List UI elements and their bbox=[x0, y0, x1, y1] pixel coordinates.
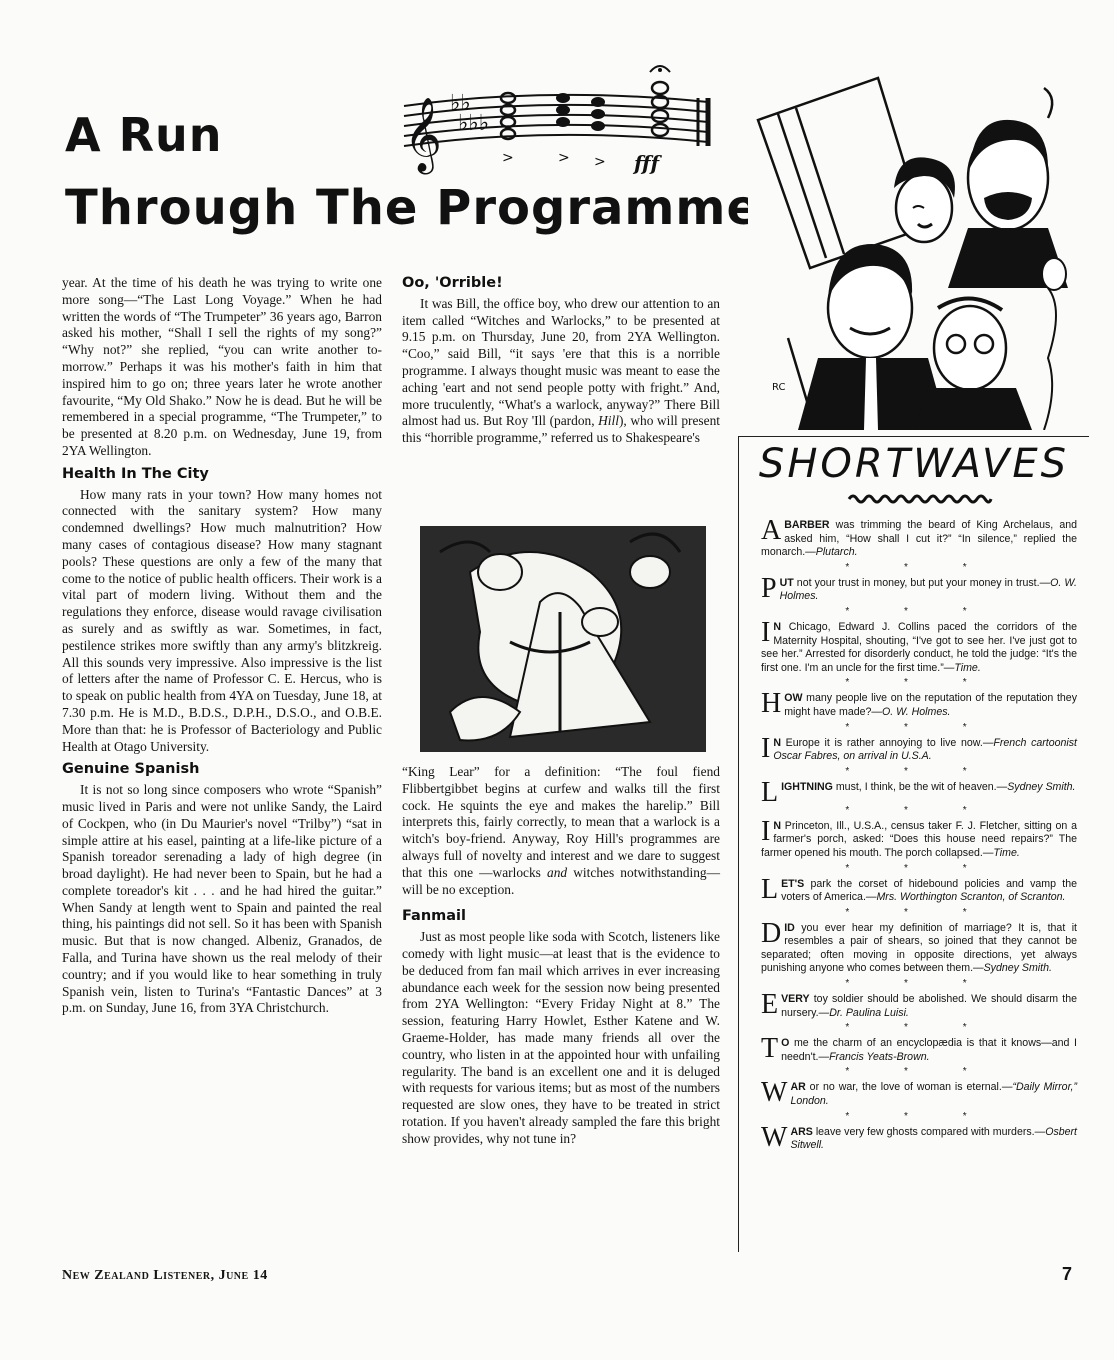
shortwave-item bbox=[761, 815, 1077, 861]
shortwave-item bbox=[761, 732, 1077, 764]
item-attribution: —“Daily Mirror,” London. bbox=[790, 1081, 1077, 1108]
column-2 bbox=[402, 275, 720, 447]
item-text: many people live on the reputation of the reputation they might have made? bbox=[784, 692, 1077, 718]
separator-stars: * * * bbox=[845, 561, 993, 573]
item-text: not your trust in money, but put your money in trust. bbox=[793, 576, 1040, 589]
lead-word: VERY bbox=[781, 993, 810, 1006]
shortwave-item bbox=[761, 776, 1077, 808]
drop-cap: A bbox=[761, 515, 782, 546]
item-text: was trimming the beard of King Archelaus, and asked him, “How shall I cut it?” “In silence,” replied the monarch. bbox=[761, 519, 1077, 559]
svg-text:♭♭: ♭♭ bbox=[450, 91, 471, 116]
svg-text:fff: fff bbox=[634, 151, 660, 175]
shortwave-item bbox=[761, 688, 1077, 720]
shortwaves-items bbox=[761, 515, 1077, 1153]
item-text: park the corset of hidebound policies and vamp the voters of America. bbox=[781, 877, 1077, 904]
lead-word: ID bbox=[784, 921, 795, 934]
lead-word: N bbox=[773, 620, 781, 633]
shortwave-item bbox=[761, 1077, 1077, 1109]
separator-stars: * * * bbox=[845, 677, 993, 689]
item-attribution: —Time. bbox=[943, 661, 981, 674]
music-notation-illustration bbox=[398, 58, 718, 178]
drop-cap: P bbox=[761, 572, 777, 604]
orrible-text-b: ), who will present this “horrible programme,” referred us to Shakespeare's bbox=[402, 413, 720, 446]
separator-stars: * * * bbox=[845, 1022, 993, 1034]
witches-illustration bbox=[410, 512, 718, 762]
item-text: or no war, the love of woman is eternal. bbox=[805, 1081, 1002, 1094]
item-attribution: —Dr. Paulina Luisi. bbox=[818, 1006, 909, 1019]
lead-word: N bbox=[773, 736, 781, 749]
orrible-text-d: witches notwithstanding— will be no exception. bbox=[402, 864, 720, 897]
svg-text:>: > bbox=[594, 154, 606, 170]
lead-word: ARS bbox=[790, 1125, 813, 1138]
item-text: me the charm of an encyclopædia is that it knows—and I needn't. bbox=[781, 1037, 1077, 1063]
shortwave-item bbox=[761, 1033, 1077, 1065]
drop-cap: I bbox=[761, 732, 771, 764]
separator-stars: * * * bbox=[845, 1110, 993, 1122]
separator-stars: * * * bbox=[845, 765, 993, 777]
footer-publication: New Zealand Listener, June 14 bbox=[62, 1268, 268, 1283]
lead-word: IGHTNING bbox=[781, 780, 833, 793]
svg-text:𝄞: 𝄞 bbox=[404, 98, 442, 172]
orrible-and: and bbox=[547, 864, 568, 880]
item-attribution: —Sydney Smith. bbox=[996, 780, 1076, 793]
lead-word: ET'S bbox=[781, 877, 805, 890]
item-text: you ever hear my definition of marriage? It is, that it resembles a pair of shears, so joined that they cannot be separated; often moving in opposite directions, yet always punishing anyone who comes between them. bbox=[761, 921, 1077, 975]
item-attribution: —Plutarch. bbox=[805, 546, 858, 559]
shortwave-item bbox=[761, 1121, 1077, 1153]
svg-text:>: > bbox=[558, 150, 570, 166]
caricature-illustration bbox=[748, 58, 1084, 430]
item-attribution: —Time. bbox=[982, 846, 1020, 859]
shortwaves-box bbox=[738, 436, 1089, 1252]
separator-stars: * * * bbox=[845, 721, 993, 733]
item-attribution: —French cartoonist Oscar Fabres, on arrival in U.S.A. bbox=[773, 736, 1077, 763]
drop-cap: T bbox=[761, 1033, 779, 1065]
item-attribution: —Mrs. Worthington Scranton, of Scranton. bbox=[865, 891, 1066, 904]
separator-stars: * * * bbox=[845, 1066, 993, 1078]
orrible-paragraph-a bbox=[402, 296, 720, 447]
item-attribution: —O. W. Holmes. bbox=[779, 576, 1077, 603]
item-attribution: —Sydney Smith. bbox=[973, 962, 1052, 975]
shortwave-item bbox=[761, 873, 1077, 905]
shortwaves-title: SHORTWAVES bbox=[758, 441, 1070, 487]
page-number: 7 bbox=[1062, 1264, 1073, 1284]
svg-text:RC: RC bbox=[772, 382, 786, 393]
separator-stars: * * * bbox=[845, 862, 993, 874]
svg-text:>: > bbox=[502, 150, 514, 166]
orrible-text-c: “King Lear” for a definition: “The foul fiend Flibbertgibbet begins at curfew and walks till the first cock. He squints the eye and makes the harelip.” Bill interprets this, fairly correctly, to mean that a warlock is a witch's boy-friend. Anyway, Roy Hill's programmes are always full of novelty and interest and we dare to suggest that this one —warlocks bbox=[402, 764, 720, 880]
lead-word: N bbox=[773, 819, 781, 832]
shortwave-item bbox=[761, 616, 1077, 675]
item-text: leave very few ghosts compared with murders. bbox=[812, 1125, 1035, 1138]
fanmail-paragraph: Just as most people like soda with Scotch, listeners like comedy with light music—at least that is the evidence to be deduced from fan mail which arrives in ever increasing abundance each week for the session now being presented from 2YA Wellington: “Every Friday Night at 8.” The session, featuring Harry Howlet, Esther Katene and W. Graeme-Holder, has made many friends all over the country, who listen in at the appointed hour with unfailing regularity. The band is an excellent one and it is deluged with requests for various items; but as most of the numbers requested are slow ones, they have to be treated in strict rotation. If you haven't already sampled the fare this bright show provides, why not tune in? bbox=[402, 929, 720, 1146]
drop-cap: H bbox=[761, 688, 782, 720]
orrible-paragraph-b bbox=[402, 764, 720, 898]
item-text: Princeton, Ill., U.S.A., census taker F. J. Fletcher, sitting on a farmer's porch, asked: “Does this house need repairs?” The farmer opened his mouth. The porch collapsed. bbox=[761, 819, 1077, 859]
spanish-paragraph: It is not so long since composers who wrote “Spanish” music lived in Paris and were not unlike Sandy, the Laird of Cockpen, who (in Du Maurier's novel “Trilby”) “sat in simple attire at his easel, painting at a life-like picture of a Spanish toreador serenading a lady of high degree (in broad daylight). He had never been to Spain, but he had a complete toreador's kit . . . and he had hired the guitar.” When Sandy at length went to Spain and painted the real thing, his paintings did not sell. So it has been with Spanish music. But that is now changed. Albeniz, Granados, de Falla, and Turina have shown us the real melody of their country; and if you would like to hear something in truly Spanish vein, listen to Turina's “Fantastic Dances” at 3 p.m. on Sunday, June 16, from 3YA Christchurch. bbox=[62, 782, 382, 1016]
lead-word: UT bbox=[779, 576, 794, 589]
item-attribution: —Osbert Sitwell. bbox=[790, 1125, 1077, 1152]
item-attribution: —Francis Yeats-Brown. bbox=[818, 1050, 930, 1063]
spanish-heading: Genuine Spanish bbox=[62, 761, 200, 778]
drop-cap: L bbox=[761, 873, 779, 905]
intro-paragraph: year. At the time of his death he was trying to write one more song—“The Last Long Voyage.” When he had written the words of “The Trumpeter” 36 years ago, Barron asked his mother, “Shall I sell the rights of my song?” “Why not?” she replied, “you can write another to-morrow.” Perhaps it was his mother's faith in him that inspired him to go on; three years later he wrote another favourite, “My Old Shako.” Now he is dead. But he will be remembered in a special programme, “The Trumpeter,” to be presented at 8.20 p.m. on Wednesday, June 19, from 2YA Wellington. bbox=[62, 275, 382, 458]
wavy-divider-icon bbox=[847, 493, 993, 505]
health-paragraph: How many rats in your town? How many homes not connected with the sanitary system? How many condemned dwellings? How much malnutrition? How many cases of contagious disease? How many stagnant pools? These questions are only a few of the many that come to the notice of public health officers. Their work is a vital part of modern living. Without them and the regulations they enforce, disease would ravage civilisation as surely and as swiftly as war. Sometimes, in fact, pestilence strikes more swiftly than any army's blitzkreig. All this sounds very impressive. Also impressive is the list of letters after the name of Professor C. E. Hercus, who is to speak on public health from 4YA on Tuesday, June 18, at 7.30 p.m. He is M.D., B.D.S., D.P.H., D.S.O., and O.B.E. More than that: he is Professor of Bacteriology and Public Health at Otago University. bbox=[62, 486, 382, 754]
lead-word: BARBER bbox=[784, 519, 830, 531]
drop-cap: W bbox=[761, 1121, 788, 1153]
item-text: Chicago, Edward J. Collins paced the corridors of the Maternity Hospital, shouting, “I've got to see her. I've just got to see her.” Arrested for disorderly conduct, he told the judge: “It's the first one. I'm an uncle for the first time.” bbox=[761, 620, 1077, 674]
item-text: must, I think, be the wit of heaven. bbox=[832, 780, 997, 793]
drop-cap: I bbox=[761, 815, 771, 847]
shortwave-item bbox=[761, 572, 1077, 604]
separator-stars: * * * bbox=[845, 804, 993, 816]
column-2-continued bbox=[402, 764, 720, 1148]
title-line-2: Through The Programmes bbox=[65, 180, 790, 236]
svg-text:♭♭♭: ♭♭♭ bbox=[458, 111, 490, 136]
lead-word: AR bbox=[790, 1081, 806, 1094]
item-text: Europe it is rather annoying to live now. bbox=[780, 736, 983, 749]
fanmail-heading: Fanmail bbox=[402, 908, 466, 925]
separator-stars: * * * bbox=[845, 906, 993, 918]
shortwave-item bbox=[761, 515, 1077, 560]
orrible-heading: Oo, 'Orrible! bbox=[402, 275, 503, 291]
orrible-hill: Hill bbox=[598, 413, 619, 429]
separator-stars: * * * bbox=[845, 978, 993, 990]
drop-cap: L bbox=[761, 776, 779, 808]
lead-word: O bbox=[781, 1037, 790, 1050]
item-attribution: —O. W. Holmes. bbox=[871, 705, 951, 718]
lead-word: OW bbox=[784, 692, 803, 705]
drop-cap: D bbox=[761, 917, 782, 949]
item-text: toy soldier should be abolished. We should disarm the nursery. bbox=[781, 993, 1077, 1019]
shortwave-item bbox=[761, 989, 1077, 1021]
drop-cap: W bbox=[761, 1077, 788, 1109]
shortwave-item bbox=[761, 917, 1077, 976]
separator-stars: * * * bbox=[845, 605, 993, 617]
health-heading: Health In The City bbox=[62, 465, 209, 482]
drop-cap: I bbox=[761, 616, 771, 648]
drop-cap: E bbox=[761, 989, 779, 1021]
column-1 bbox=[62, 275, 382, 1017]
title-line-1: A Run bbox=[65, 108, 223, 162]
orrible-text-a: It was Bill, the office boy, who drew our attention to an item called “Witches and Warlocks,” to be presented at 9.15 p.m. on Thursday, June 20, from 2YA Wellington. “Coo,” said Bill, “it says 'ere that this is a norrible programme. I always thought music was meant to ease the aching 'eart and not send people potty with fright.” And, more truculently, “What's a warlock, anyway?” There Bill almost had us. But Roy 'Ill (pardon, bbox=[402, 295, 720, 429]
